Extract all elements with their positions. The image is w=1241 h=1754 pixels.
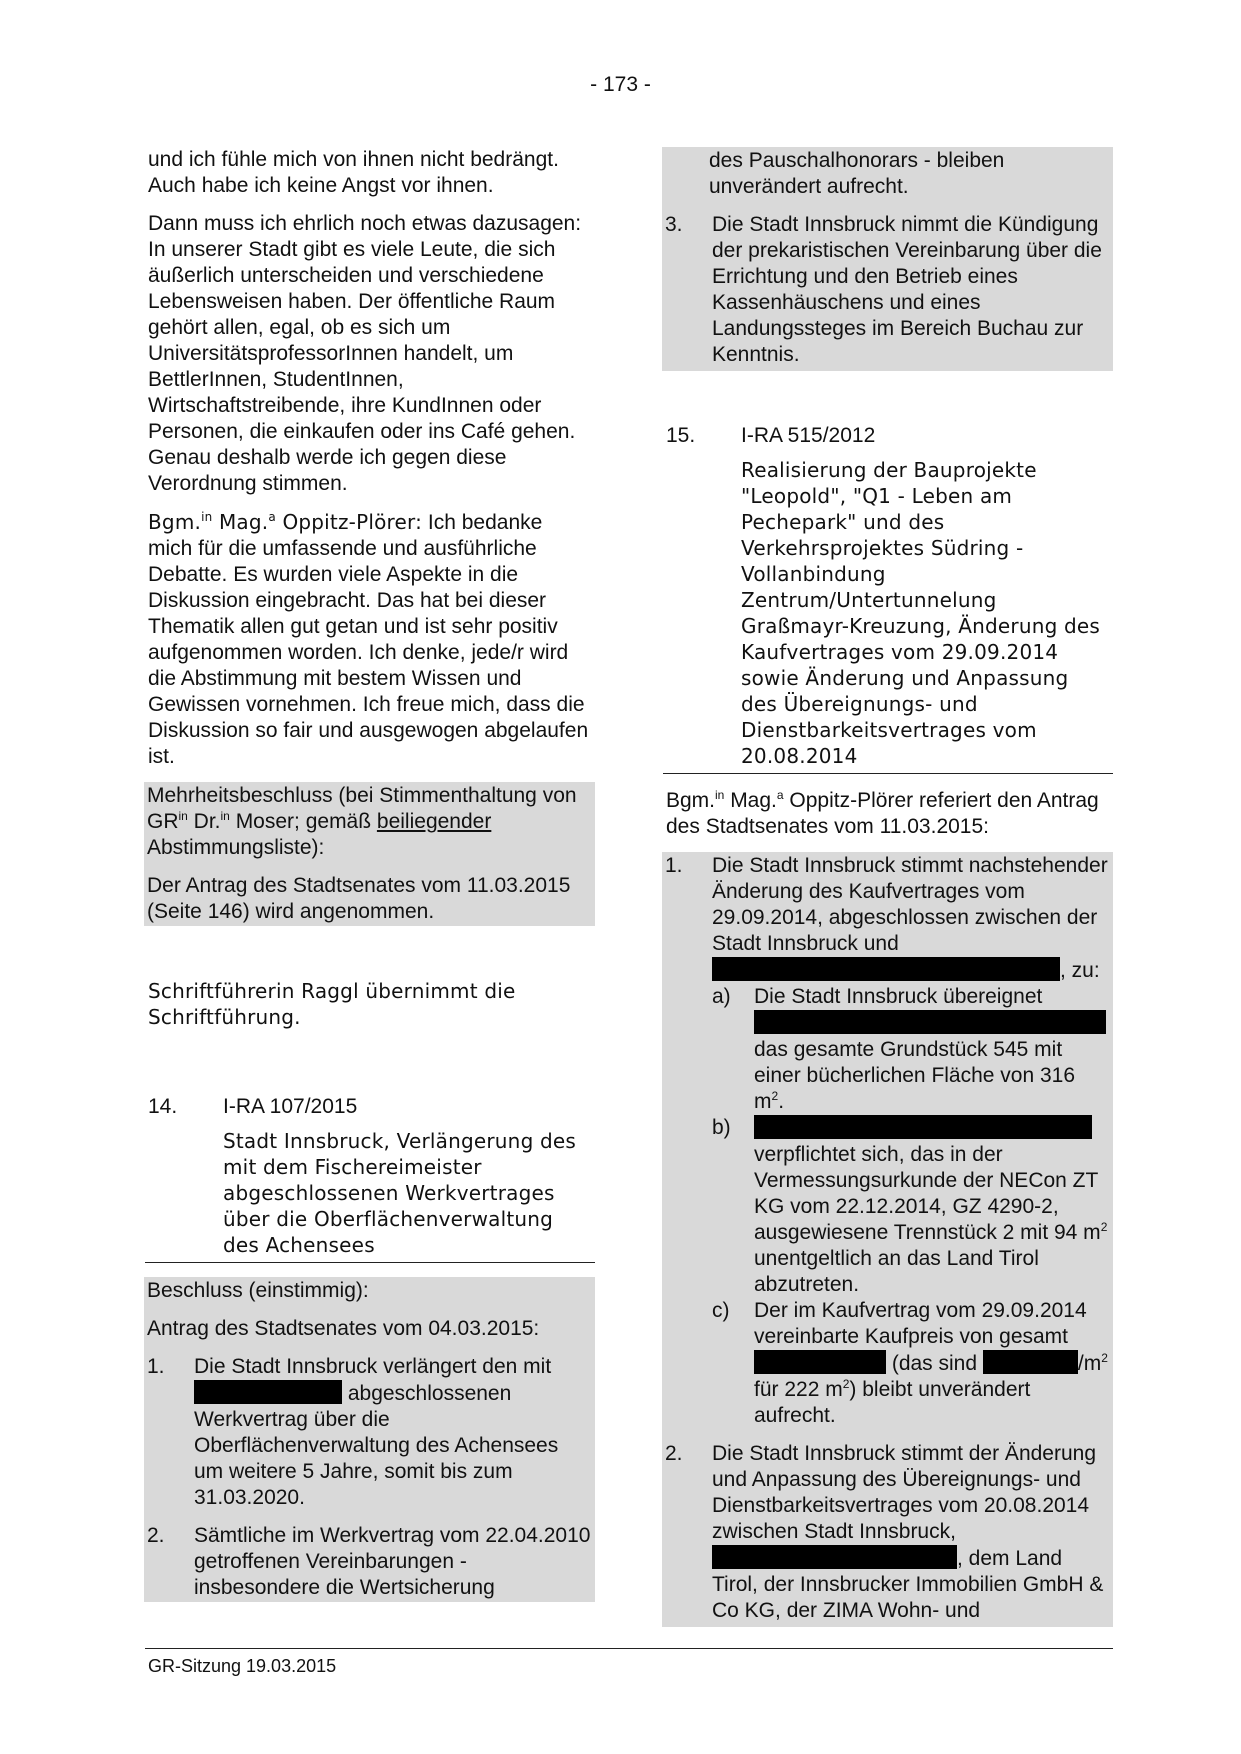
agenda-item-14: 14. I-RA 107/2015	[148, 1095, 358, 1118]
redaction-bar	[712, 957, 1060, 981]
agenda-item-title: Realisierung der Bauprojekte "Leopold", "Q1 - Leben am Pechepark" und des Verkehrsprojektes Südring - Vollanbindung Zentrum/Untertunnelung Graßmayr-Kreuzung, Änderung des Kaufvertrages vom 29.09.2014 sowie Änderung und Anpassung des Übereignungs- und Dienstbarkeitsvertrages vom 20.08.2014	[663, 457, 1113, 774]
decision-box	[144, 782, 595, 926]
paragraph: Dann muss ich ehrlich noch etwas dazusagen: In unserer Stadt gibt es viele Leute, die sich äußerlich unterscheiden und verschiedene Lebensweisen haben. Der öffentliche Raum gehört allen, egal, ob es sich um UniversitätsprofessorInnen handelt, um BettlerInnen, StudentInnen, Wirtschaftstreibende, ihre KundInnen oder Personen, die einkaufen oder ins Café gehen. Genau deshalb werde ich gegen diese Verordnung stimmen.	[148, 212, 582, 495]
sub-item-a: a) Die Stadt Innsbruck übereignet das gesamte Grundstück 545 mit einer bücherlichen Fläche von 316 $m^2$.	[712, 984, 1110, 1115]
speech-paragraph: Bgm.$^{in}$ Mag.$^a$ Oppitz-Plörer: Ich bedanke mich für die umfassende und ausführliche Debatte. Es wurden viele Aspekte in die Diskussion eingebracht. Das hat bei dieser Thematik allen gut getan und ist sehr positiv aufgenommen worden. Ich denke, jede/r wird die Abstimmung mit bestem Wissen und Gewissen vornehmen. Ich freue mich, dass die Diskussion so fair und ausgewogen abgelaufen ist.	[148, 510, 589, 768]
list-item: 2. Die Stadt Innsbruck stimmt der Änderung und Anpassung des Übereignungs- und Dienstbarkeitsvertrages vom 20.08.2014 zwischen Stadt Innsbruck, , dem Land Tirol, der Innsbrucker Immobilien GmbH & Co KG, der ZIMA Wohn- und	[665, 1442, 1104, 1622]
redaction-bar	[754, 1115, 1092, 1139]
agenda-item-title: Stadt Innsbruck, Verlängerung des mit dem Fischereimeister abgeschlossenen Werkvertrages über die Oberflächenverwaltung des Achensees	[145, 1128, 595, 1263]
footer-divider	[145, 1648, 1113, 1649]
decision-box	[144, 1277, 595, 1602]
speaker-name: Bgm.$^{in}$ Mag.$^a$ Oppitz-Plörer:	[148, 510, 423, 534]
paragraph: und ich fühle mich von ihnen nicht bedrängt. Auch habe ich keine Angst vor ihnen.	[148, 148, 559, 197]
decision-box-continued	[662, 147, 1113, 371]
right-column	[663, 147, 1113, 1627]
list-item: 2. Sämtliche im Werkvertrag vom 22.04.2010 getroffenen Vereinbarungen - insbesondere die Wertsicherung	[147, 1524, 591, 1599]
decision-text: Mehrheitsbeschluss (bei Stimmenthaltung von $GR^{in}$ Dr.$^{in}$ Moser; gemäß beiliegender Abstimmungsliste):	[147, 784, 577, 859]
list-item: 1. Die Stadt Innsbruck verlängert den mit abgeschlossenen Werkvertrag über die Oberflächenverwaltung des Achensees um weitere 5 Jahre, somit bis zum 31.03.2020.	[147, 1355, 559, 1509]
footer-text: GR-Sitzung 19.03.2015	[148, 1656, 337, 1676]
left-column	[145, 147, 595, 1602]
redaction-bar	[754, 1010, 1106, 1034]
decision-text: Beschluss (einstimmig):	[147, 1279, 369, 1302]
sub-item-b: b) verpflichtet sich, das in der Vermessungsurkunde der NECon ZT KG vom 22.12.2014, GZ 4290-2, ausgewiesene Trennstück 2 mit 94 $m^2$ unentgeltlich an das Land Tirol abzutreten.	[712, 1116, 1108, 1296]
decision-intro: Antrag des Stadtsenates vom 04.03.2015:	[147, 1317, 540, 1340]
intro-paragraph: Bgm.$^{in}$ Mag.$^a$ Oppitz-Plörer referiert den Antrag des Stadtsenates vom 11.03.2015:	[666, 788, 1099, 838]
redaction-bar	[754, 1350, 886, 1374]
redaction-bar	[983, 1350, 1078, 1374]
list-item: 3. Die Stadt Innsbruck nimmt die Kündigung der prekaristischen Vereinbarung über die Errichtung und den Betrieb eines Kassenhäuschens und eines Landungssteges im Bereich Buchau zur Kenntnis.	[665, 213, 1102, 366]
redaction-bar	[194, 1380, 342, 1404]
proposal-box	[662, 852, 1113, 1627]
voting-list-link[interactable]: beiliegender	[376, 810, 492, 833]
clerk-note: Schriftführerin Raggl übernimmt die Schriftführung.	[148, 979, 516, 1029]
sub-item-c: c) Der im Kaufvertrag vom 29.09.2014 vereinbarte Kaufpreis von gesamt (das sind $/m^2$ für 222 $m^2$) bleibt unverändert aufrecht.	[712, 1299, 1108, 1427]
continued-text: des Pauschalhonorars - bleiben unverändert aufrecht.	[709, 149, 1005, 198]
agenda-item-15: 15. I-RA 515/2012	[666, 424, 876, 447]
list-item: 1. Die Stadt Innsbruck stimmt nachstehender Änderung des Kaufvertrages vom 29.09.2014, abgeschlossen zwischen der Stadt Innsbruck und , zu: a) Die Stadt Innsbruck übereignet das gesamte Grundstück 545 mit einer bücherlichen Fläche von 316 $m^2$. b) verpflichtet sich, das in der Vermessungsurkunde der NECon ZT KG vom 22.12.2014, GZ 4290-2, ausgewiesene Trennstück 2 mit 94 $m^2$ unentgeltlich an das Land Tirol abzutreten. c) Der im Kaufvertrag vom 29.09.2014 vereinbarte Kaufpreis von gesamt (das sind $/m^2$ für 222 $m^2$) bleibt unverändert aufrecht.	[662, 853, 1113, 1429]
page-number: - 173 -	[590, 73, 651, 96]
decision-result: Der Antrag des Stadtsenates vom 11.03.2015 (Seite 146) wird angenommen.	[147, 874, 571, 923]
redaction-bar	[712, 1545, 957, 1569]
